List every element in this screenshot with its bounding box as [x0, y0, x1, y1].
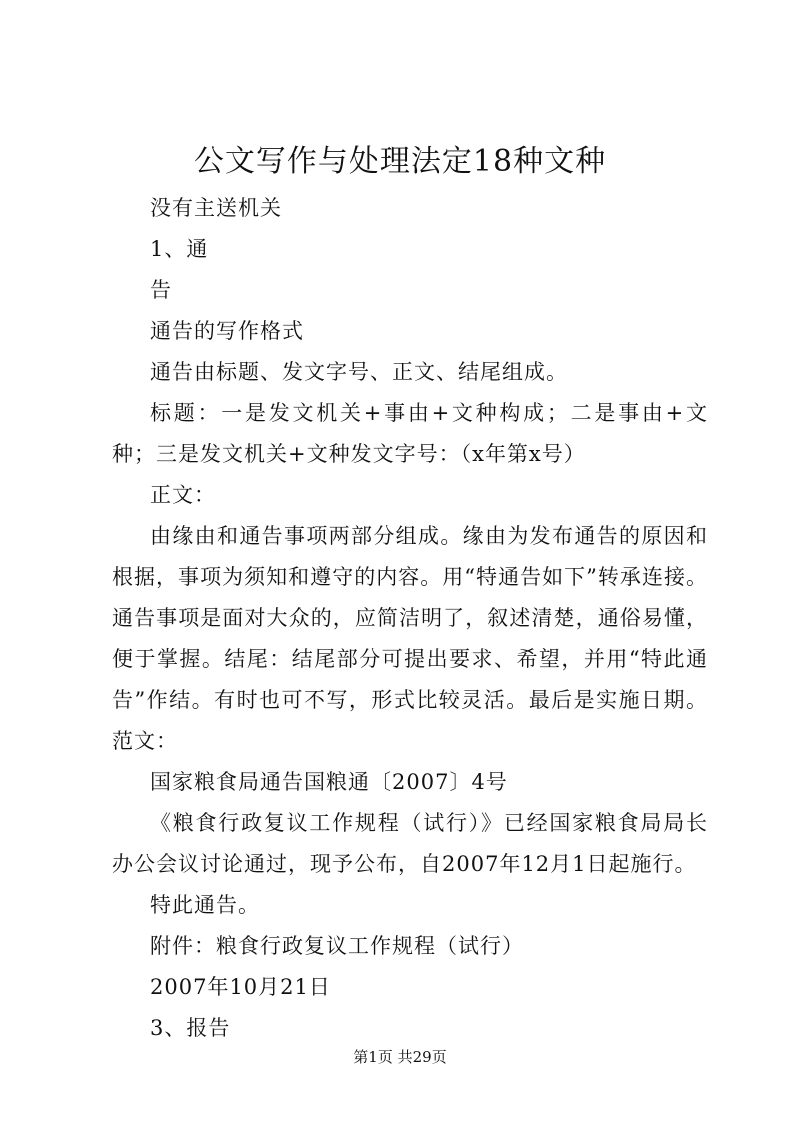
- section-heading-notice-1: 1、通: [150, 237, 209, 261]
- document-title: 公文写作与处理法定18种文种: [193, 144, 607, 179]
- paragraph-format-heading: 通告的写作格式: [150, 319, 304, 343]
- paragraph-body-label: 正文：: [150, 483, 216, 507]
- paragraph-date: 2007年10月21日: [150, 975, 331, 999]
- page-number: 第1页 共29页: [353, 1048, 447, 1066]
- paragraph-sample-closing: 特此通告。: [150, 893, 260, 917]
- paragraph-title-rule: 标题：一是发文机关+事由+文种构成；二是事由+文种；三是发文机关+文种发文字号：（x年第x号）: [112, 401, 708, 466]
- document-body: [112, 188, 708, 1049]
- paragraph-sample-text: 《粮食行政复议工作规程（试行）》已经国家粮食局局长办公会议讨论通过，现予公布，自2007年12月1日起施行。: [112, 811, 708, 876]
- section-heading-report: 3、报告: [150, 1016, 231, 1040]
- paragraph-composition: 通告由标题、发文字号、正文、结尾组成。: [150, 360, 568, 384]
- paragraph-body-description: 由缘由和通告事项两部分组成。缘由为发布通告的原因和根据，事项为须知和遵守的内容。用“特通告如下”转承连接。通告事项是面对大众的，应简洁明了，叙述清楚，通俗易懂，便于掌握。结尾：结尾部分可提出要求、希望，并用“特此通告”作结。有时也可不写，形式比较灵活。最后是实施日期。范文：: [112, 524, 708, 753]
- section-heading-notice-2: 告: [150, 278, 172, 302]
- paragraph-no-recipient: 没有主送机关: [150, 196, 282, 220]
- paragraph-sample-header: 国家粮食局通告国粮通〔2007〕4号: [150, 770, 508, 794]
- paragraph-attachment: 附件：粮食行政复议工作规程（试行）: [150, 934, 524, 958]
